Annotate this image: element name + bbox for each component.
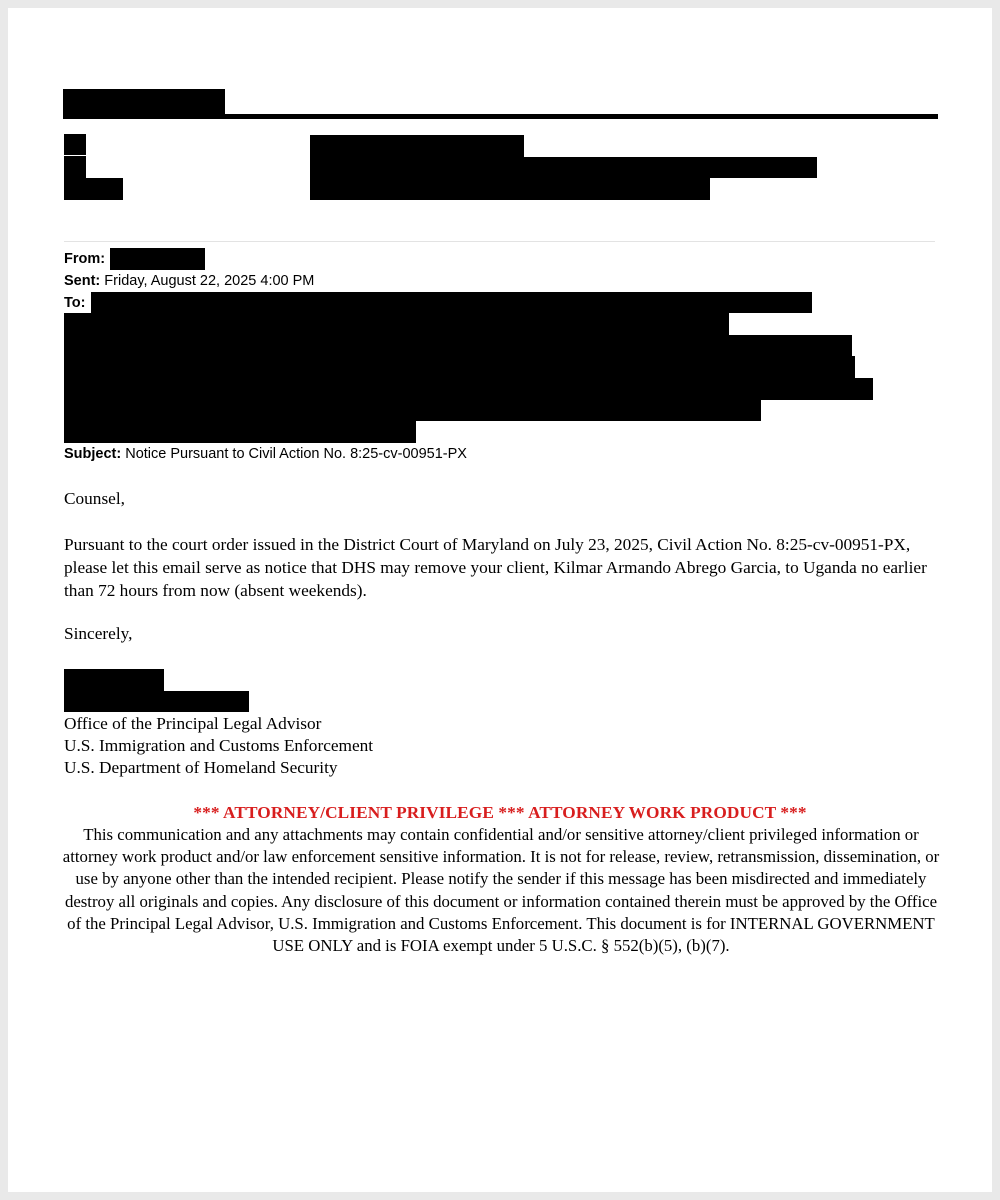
subject-value: Notice Pursuant to Civil Action No. 8:25-cv-00951-PX [125,446,467,462]
redaction-header-block-3 [310,178,710,200]
body-paragraph: Pursuant to the court order issued in the District Court of Maryland on July 23, 2025, Civil Action No. 8:25-cv-00951-PX, please let this email serve as notice that DHS may remove your client, Kilmar Armando Abrego Garcia, to Uganda no earlier than 72 hours from now (absent weekends). [64,535,927,600]
closing: Sincerely, [64,624,133,643]
document-page [8,8,992,1192]
redaction-to-3 [64,335,852,356]
sent-value: Friday, August 22, 2025 4:00 PM [104,273,315,289]
redaction-header-logo-1 [64,134,86,155]
redaction-to-5 [64,378,873,400]
greeting: Counsel, [64,489,125,508]
redaction-to-4 [64,356,855,378]
redaction-to-2 [64,313,729,335]
to-label: To: [64,295,86,311]
redaction-header-block-1 [310,135,524,157]
sent-row [64,272,314,290]
redaction-signer-title [64,691,249,712]
redaction-header-name [63,89,225,115]
from-label: From: [64,251,106,267]
signature-office: Office of the Principal Legal Advisor [64,714,322,733]
email-header-divider [64,241,935,242]
subject-label: Subject: [64,446,122,462]
redaction-signer-name [64,669,164,691]
signature-department: U.S. Department of Homeland Security [64,758,338,777]
redaction-to-7 [64,421,416,443]
confidentiality-disclaimer: This communication and any attachments may contain confidential and/or sensitive attorney/client privileged information or attorney work product and/or law enforcement sensitive information. It is not for release, review, retransmission, dissemination, or use by anyone other than the intended recipient. Please notify the sender if this message has been misdirected and immediately destroy all originals and copies. Any disclosure of this document or information contained therein must be approved by the Office of the Principal Legal Advisor, U.S. Immigration and Customs Enforcement. This document is for INTERNAL GOVERNMENT USE ONLY and is FOIA exempt under 5 U.S.C. § 552(b)(5), (b)(7). [62,825,940,956]
sent-label: Sent: [64,273,101,289]
privilege-banner: *** ATTORNEY/CLIENT PRIVILEGE *** ATTORNEY WORK PRODUCT *** [193,803,807,822]
redaction-header-logo-2 [64,156,86,178]
redaction-header-logo-3 [64,178,123,200]
subject-row [64,445,467,463]
redaction-to-1 [91,292,812,313]
to-row [64,294,85,312]
signature-agency: U.S. Immigration and Customs Enforcement [64,736,374,755]
redaction-to-6 [64,400,761,421]
header-rule [63,114,938,119]
redaction-from [110,248,205,270]
from-row [64,250,105,268]
redaction-header-block-2 [310,157,817,178]
